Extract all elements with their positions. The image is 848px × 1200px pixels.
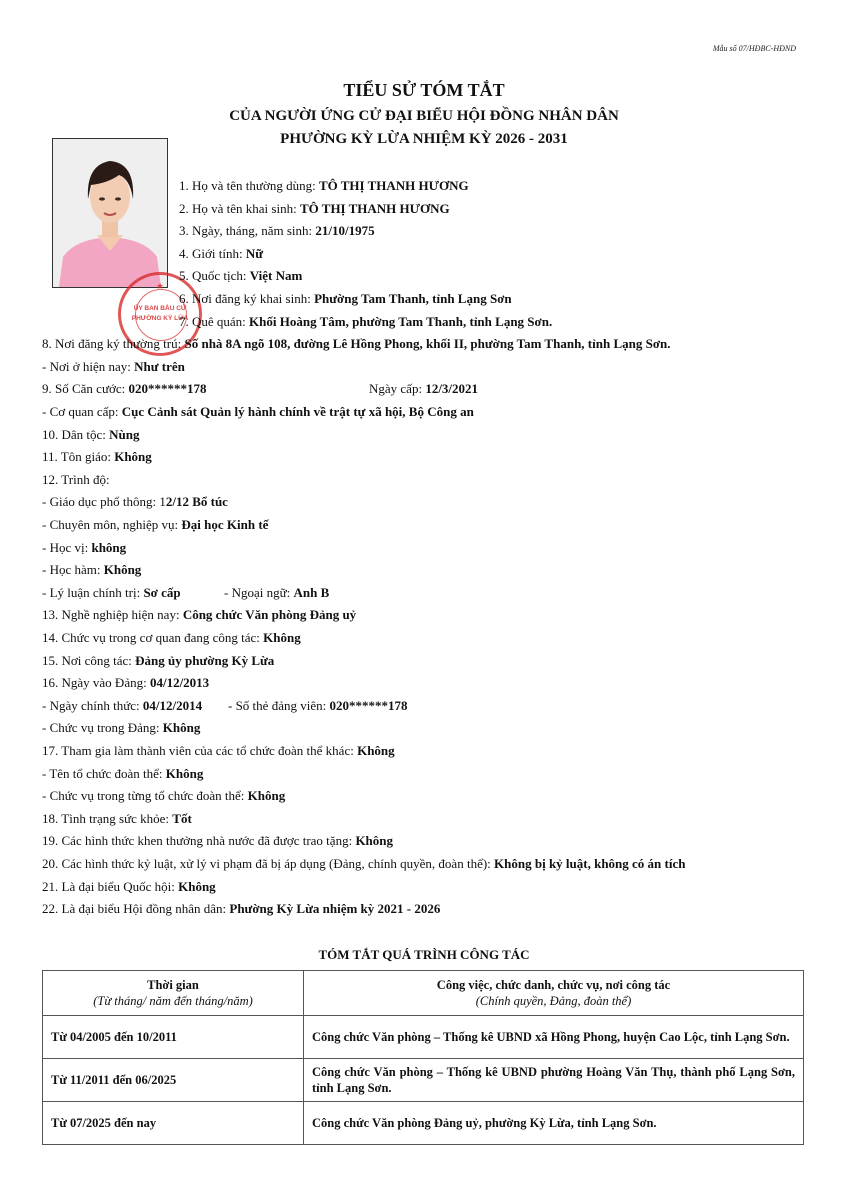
- field-awards: 19. Các hình thức khen thưởng nhà nước đã được trao tặng: Không: [42, 833, 394, 848]
- field-council-delegate: 22. Là đại biểu Hội đồng nhân dân: Phường Kỳ Lừa nhiệm kỳ 2021 - 2026: [42, 901, 441, 916]
- field-mass-organizations: 17. Tham gia làm thành viên của các tổ chức đoàn thể khác: Không: [42, 743, 395, 758]
- field-health-status: 18. Tình trạng sức khỏe: Tốt: [42, 811, 192, 826]
- field-hometown: 7. Quê quán: Khối Hoàng Tâm, phường Tam Thanh, tỉnh Lạng Sơn.: [179, 314, 553, 329]
- work-history-table: [42, 970, 804, 1145]
- row-description: Công chức Văn phòng Đảng uỷ, phường Kỳ Lừa, tỉnh Lạng Sơn.: [304, 1102, 804, 1145]
- table-header-row: [43, 971, 804, 1016]
- row-period: Từ 11/2011 đến 06/2025: [43, 1059, 304, 1102]
- document-title: TIỂU SỬ TÓM TẮT: [343, 80, 505, 100]
- table-row: [43, 1016, 804, 1059]
- field-birth-name: 2. Họ và tên khai sinh: TÔ THỊ THANH HƯƠNG: [179, 201, 450, 216]
- field-disciplinary-actions: 20. Các hình thức kỷ luật, xử lý vi phạm đã bị áp dụng (Đảng, chính quyền, đoàn thể): Không bị kỷ luật, không có án tích: [42, 856, 686, 871]
- row-period: Từ 04/2005 đến 10/2011: [43, 1016, 304, 1059]
- field-permanent-residence: 8. Nơi đăng ký thường trú: Số nhà 8A ngõ 108, đường Lê Hồng Phong, khối II, phường Tam Thanh, tỉnh Lạng Sơn.: [42, 336, 671, 351]
- field-workplace: 15. Nơi công tác: Đảng ủy phường Kỳ Lừa: [42, 653, 275, 668]
- field-gender: 4. Giới tính: Nữ: [179, 246, 264, 261]
- portrait-image: [53, 139, 167, 287]
- document-subtitle-2: PHƯỜNG KỲ LỪA NHIỆM KỲ 2026 - 2031: [280, 131, 568, 147]
- candidate-photo: [52, 138, 168, 288]
- row-description: Công chức Văn phòng – Thống kê UBND phường Hoàng Văn Thụ, thành phố Lạng Sơn, tỉnh Lạng Sơn.: [304, 1059, 804, 1102]
- form-code: Mẫu số 07/HĐBC-HĐND: [712, 44, 796, 53]
- field-issuing-authority: - Cơ quan cấp: Cục Cảnh sát Quản lý hành chính về trật tự xã hội, Bộ Công an: [42, 404, 474, 419]
- field-id-issue-date: Ngày cấp: 12/3/2021: [369, 381, 479, 396]
- row-period: Từ 07/2025 đến nay: [43, 1102, 304, 1145]
- field-political-theory: - Lý luận chính trị: Sơ cấp: [42, 585, 181, 600]
- field-date-of-birth: 3. Ngày, tháng, năm sinh: 21/10/1975: [179, 223, 375, 238]
- table-row: [43, 1059, 804, 1102]
- field-professional-degree: - Chuyên môn, nghiệp vụ: Đại học Kinh tế: [42, 517, 269, 532]
- row-description: Công chức Văn phòng – Thống kê UBND xã Hồng Phong, huyện Cao Lộc, tỉnh Lạng Sơn.: [304, 1016, 804, 1059]
- field-organization-name: - Tên tổ chức đoàn thể: Không: [42, 766, 204, 781]
- field-party-join-date: 16. Ngày vào Đảng: 04/12/2013: [42, 675, 210, 690]
- field-academic-title: - Học hàm: Không: [42, 562, 142, 577]
- header-period: Thời gian (Từ tháng/ năm đến tháng/năm): [43, 971, 304, 1016]
- field-academic-degree: - Học vị: không: [42, 540, 127, 555]
- field-position-in-agency: 14. Chức vụ trong cơ quan đang công tác: Không: [42, 630, 301, 645]
- stamp-text-line2: PHƯỜNG KỲ LỪA: [131, 315, 189, 322]
- field-general-education: - Giáo dục phổ thông: 12/12 Bổ túc: [42, 494, 228, 509]
- field-party-card-number: - Số thẻ đảng viên: 020******178: [228, 698, 408, 713]
- document-subtitle-1: CỦA NGƯỜI ỨNG CỬ ĐẠI BIỂU HỘI ĐỒNG NHÂN DÂN: [229, 108, 619, 124]
- field-current-residence: - Nơi ở hiện nay: Như trên: [42, 359, 185, 374]
- field-education-heading: 12. Trình độ:: [42, 472, 110, 487]
- stamp-text-line1: ỦY BAN BẦU CỬ: [133, 305, 187, 312]
- field-current-occupation: 13. Nghề nghiệp hiện nay: Công chức Văn phòng Đảng uỷ: [42, 607, 357, 622]
- table-row: [43, 1102, 804, 1145]
- field-ethnicity: 10. Dân tộc: Nùng: [42, 427, 140, 442]
- field-foreign-language: - Ngoại ngữ: Anh B: [224, 585, 330, 600]
- field-national-assembly-delegate: 21. Là đại biểu Quốc hội: Không: [42, 879, 216, 894]
- field-birth-registration: 6. Nơi đăng ký khai sinh: Phường Tam Thanh, tỉnh Lạng Sơn: [179, 291, 512, 306]
- work-history-title: TÓM TẮT QUÁ TRÌNH CÔNG TÁC: [318, 947, 530, 962]
- field-party-position: - Chức vụ trong Đảng: Không: [42, 720, 201, 735]
- header-description: Công việc, chức danh, chức vụ, nơi công tác (Chính quyền, Đảng, đoàn thể): [304, 971, 804, 1016]
- field-official-party-date: - Ngày chính thức: 04/12/2014: [42, 698, 203, 713]
- field-id-number: 9. Số Căn cước: 020******178: [42, 381, 207, 396]
- field-organization-position: - Chức vụ trong từng tổ chức đoàn thể: Không: [42, 788, 286, 803]
- field-religion: 11. Tôn giáo: Không: [42, 449, 152, 464]
- field-nationality: 5. Quốc tịch: Việt Nam: [179, 268, 303, 283]
- field-common-name: 1. Họ và tên thường dùng: TÔ THỊ THANH HƯƠNG: [179, 178, 469, 193]
- star-icon: ★: [155, 281, 165, 291]
